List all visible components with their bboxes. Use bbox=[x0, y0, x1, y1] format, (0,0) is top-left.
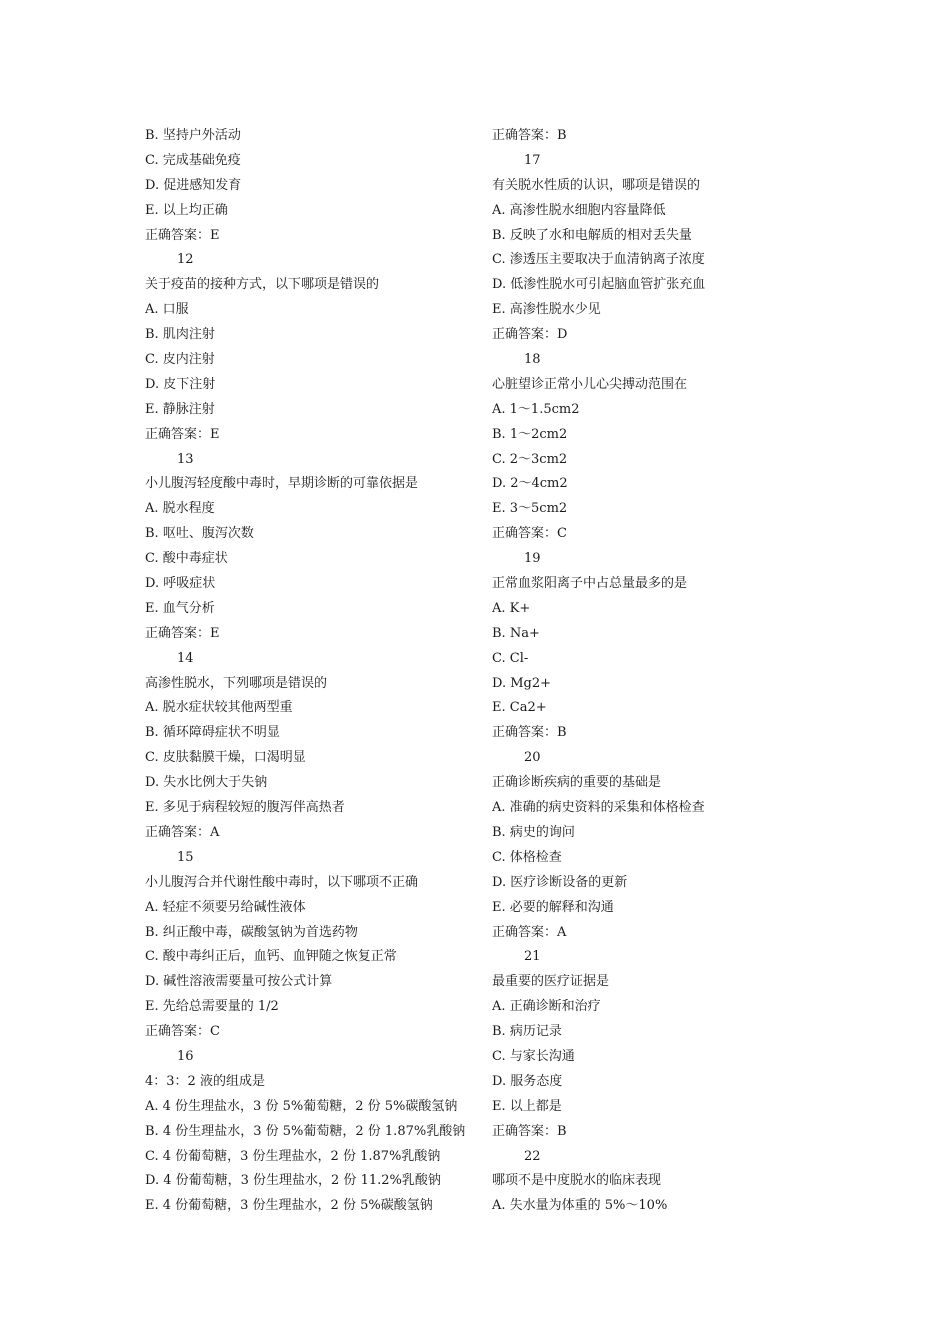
option-line: E. 4 份葡萄糖，3 份生理盐水，2 份 5%碳酸氢钠 bbox=[145, 1198, 433, 1214]
option-line: A. 准确的病史资料的采集和体格检查 bbox=[492, 800, 705, 816]
option-line: E. Ca2+ bbox=[492, 700, 547, 716]
answer-line: 正确答案：A bbox=[492, 924, 567, 940]
question-number: 17 bbox=[524, 152, 541, 168]
answer-line: 正确答案：B bbox=[492, 1123, 567, 1139]
option-line: D. 2～4cm2 bbox=[492, 476, 568, 492]
option-line: E. 先给总需要量的 1/2 bbox=[145, 999, 279, 1015]
answer-line: 正确答案：B bbox=[492, 725, 567, 741]
option-line: C. 与家长沟通 bbox=[492, 1048, 575, 1064]
option-line: A. 失水量为体重的 5%～10% bbox=[492, 1198, 668, 1214]
option-line: B. 1～2cm2 bbox=[492, 426, 568, 442]
option-line: C. 皮肤黏膜干燥，口渴明显 bbox=[145, 750, 306, 766]
option-line: A. 口服 bbox=[145, 302, 189, 318]
option-line: B. 坚持户外活动 bbox=[145, 128, 241, 143]
question-text: 小儿腹泻轻度酸中毒时，早期诊断的可靠依据是 bbox=[145, 476, 419, 492]
option-line: A. 高渗性脱水细胞内容量降低 bbox=[492, 202, 666, 218]
option-line: C. 酸中毒症状 bbox=[145, 551, 228, 567]
option-line: E. 必要的解释和沟通 bbox=[492, 899, 614, 915]
question-number: 13 bbox=[177, 451, 194, 467]
option-line: C. 皮内注射 bbox=[145, 352, 215, 368]
option-line: E. 多见于病程较短的腹泻伴高热者 bbox=[145, 800, 345, 816]
answer-line: 正确答案：E bbox=[145, 227, 220, 243]
option-line: B. 纠正酸中毒，碳酸氢钠为首选药物 bbox=[145, 924, 358, 940]
answer-line: 正确答案：E bbox=[145, 426, 220, 442]
question-text: 小儿腹泻合并代谢性酸中毒时，以下哪项不正确 bbox=[145, 874, 419, 890]
question-text: 4：3：2 液的组成是 bbox=[145, 1073, 265, 1089]
option-line: E. 高渗性脱水少见 bbox=[492, 302, 601, 318]
option-line: B. 呕吐、腹泻次数 bbox=[145, 526, 254, 542]
question-text: 正确诊断疾病的重要的基础是 bbox=[492, 775, 662, 791]
option-line: D. Mg2+ bbox=[492, 675, 552, 691]
answer-line: 正确答案：D bbox=[492, 327, 568, 343]
option-line: B. 循环障碍症状不明显 bbox=[145, 725, 280, 741]
question-number: 22 bbox=[524, 1148, 541, 1164]
option-line: B. 病历记录 bbox=[492, 1024, 562, 1040]
answer-line: 正确答案：A bbox=[145, 824, 220, 840]
question-text: 心脏望诊正常小儿心尖搏动范围在 bbox=[492, 376, 688, 392]
option-line: C. 体格检查 bbox=[492, 849, 562, 865]
option-line: D. 碱性溶液需要量可按公式计算 bbox=[145, 974, 333, 990]
question-text: 关于疫苗的接种方式，以下哪项是错误的 bbox=[145, 277, 380, 293]
option-line: D. 服务态度 bbox=[492, 1073, 563, 1089]
question-text: 正常血浆阳离子中占总量最多的是 bbox=[492, 576, 688, 592]
option-line: A. 脱水症状较其他两型重 bbox=[145, 700, 293, 716]
option-line: E. 以上均正确 bbox=[145, 202, 228, 218]
option-line: D. 医疗诊断设备的更新 bbox=[492, 874, 628, 890]
option-line: B. 肌肉注射 bbox=[145, 327, 215, 343]
question-text: 最重要的医疗证据是 bbox=[492, 974, 610, 990]
option-line: C. 2～3cm2 bbox=[492, 451, 568, 467]
option-line: C. 完成基础免疫 bbox=[145, 152, 241, 168]
option-line: A. 脱水程度 bbox=[145, 501, 215, 517]
option-line: B. Na+ bbox=[492, 625, 540, 641]
left-column bbox=[145, 124, 475, 1219]
option-line: D. 呼吸症状 bbox=[145, 576, 216, 592]
option-line: A. 正确诊断和治疗 bbox=[492, 999, 601, 1015]
option-line: E. 3～5cm2 bbox=[492, 501, 568, 517]
option-line: C. 酸中毒纠正后，血钙、血钾随之恢复正常 bbox=[145, 949, 397, 965]
option-line: C. 渗透压主要取决于血清钠离子浓度 bbox=[492, 252, 705, 268]
answer-line: 正确答案：E bbox=[145, 625, 220, 641]
answer-line: 正确答案：C bbox=[145, 1024, 220, 1040]
option-line: D. 皮下注射 bbox=[145, 376, 216, 392]
option-line: A. K+ bbox=[492, 600, 531, 616]
option-line: D. 促进感知发育 bbox=[145, 177, 242, 193]
option-line: A. 轻症不须要另给碱性液体 bbox=[145, 899, 306, 915]
question-text: 哪项不是中度脱水的临床表现 bbox=[492, 1173, 662, 1189]
question-number: 21 bbox=[524, 949, 541, 965]
option-line: D. 失水比例大于失钠 bbox=[145, 775, 268, 791]
option-line: D. 4 份葡萄糖，3 份生理盐水，2 份 11.2%乳酸钠 bbox=[145, 1173, 441, 1189]
option-line: C. 4 份葡萄糖，3 份生理盐水，2 份 1.87%乳酸钠 bbox=[145, 1148, 441, 1164]
option-line: B. 4 份生理盐水，3 份 5%葡萄糖，2 份 1.87%乳酸钠 bbox=[145, 1123, 466, 1139]
right-column bbox=[492, 124, 822, 1219]
option-line: B. 反映了水和电解质的相对丢失量 bbox=[492, 227, 692, 243]
question-number: 14 bbox=[177, 650, 194, 666]
question-number: 15 bbox=[177, 849, 194, 865]
question-number: 16 bbox=[177, 1048, 194, 1064]
option-line: E. 以上都是 bbox=[492, 1098, 562, 1114]
question-number: 19 bbox=[524, 551, 541, 567]
question-number: 20 bbox=[524, 750, 541, 766]
question-number: 12 bbox=[177, 252, 194, 268]
option-line: E. 静脉注射 bbox=[145, 401, 215, 417]
question-number: 18 bbox=[524, 352, 541, 368]
answer-line: 正确答案：B bbox=[492, 128, 567, 143]
option-line: B. 病史的询问 bbox=[492, 824, 575, 840]
question-text: 有关脱水性质的认识，哪项是错误的 bbox=[492, 177, 701, 193]
option-line: A. 1～1.5cm2 bbox=[492, 401, 580, 417]
answer-line: 正确答案：C bbox=[492, 526, 567, 542]
option-line: A. 4 份生理盐水，3 份 5%葡萄糖，2 份 5%碳酸氢钠 bbox=[145, 1098, 458, 1114]
question-text: 高渗性脱水，下列哪项是错误的 bbox=[145, 675, 328, 691]
option-line: C. Cl- bbox=[492, 650, 529, 666]
option-line: D. 低渗性脱水可引起脑血管扩张充血 bbox=[492, 277, 706, 293]
option-line: E. 血气分析 bbox=[145, 600, 215, 616]
